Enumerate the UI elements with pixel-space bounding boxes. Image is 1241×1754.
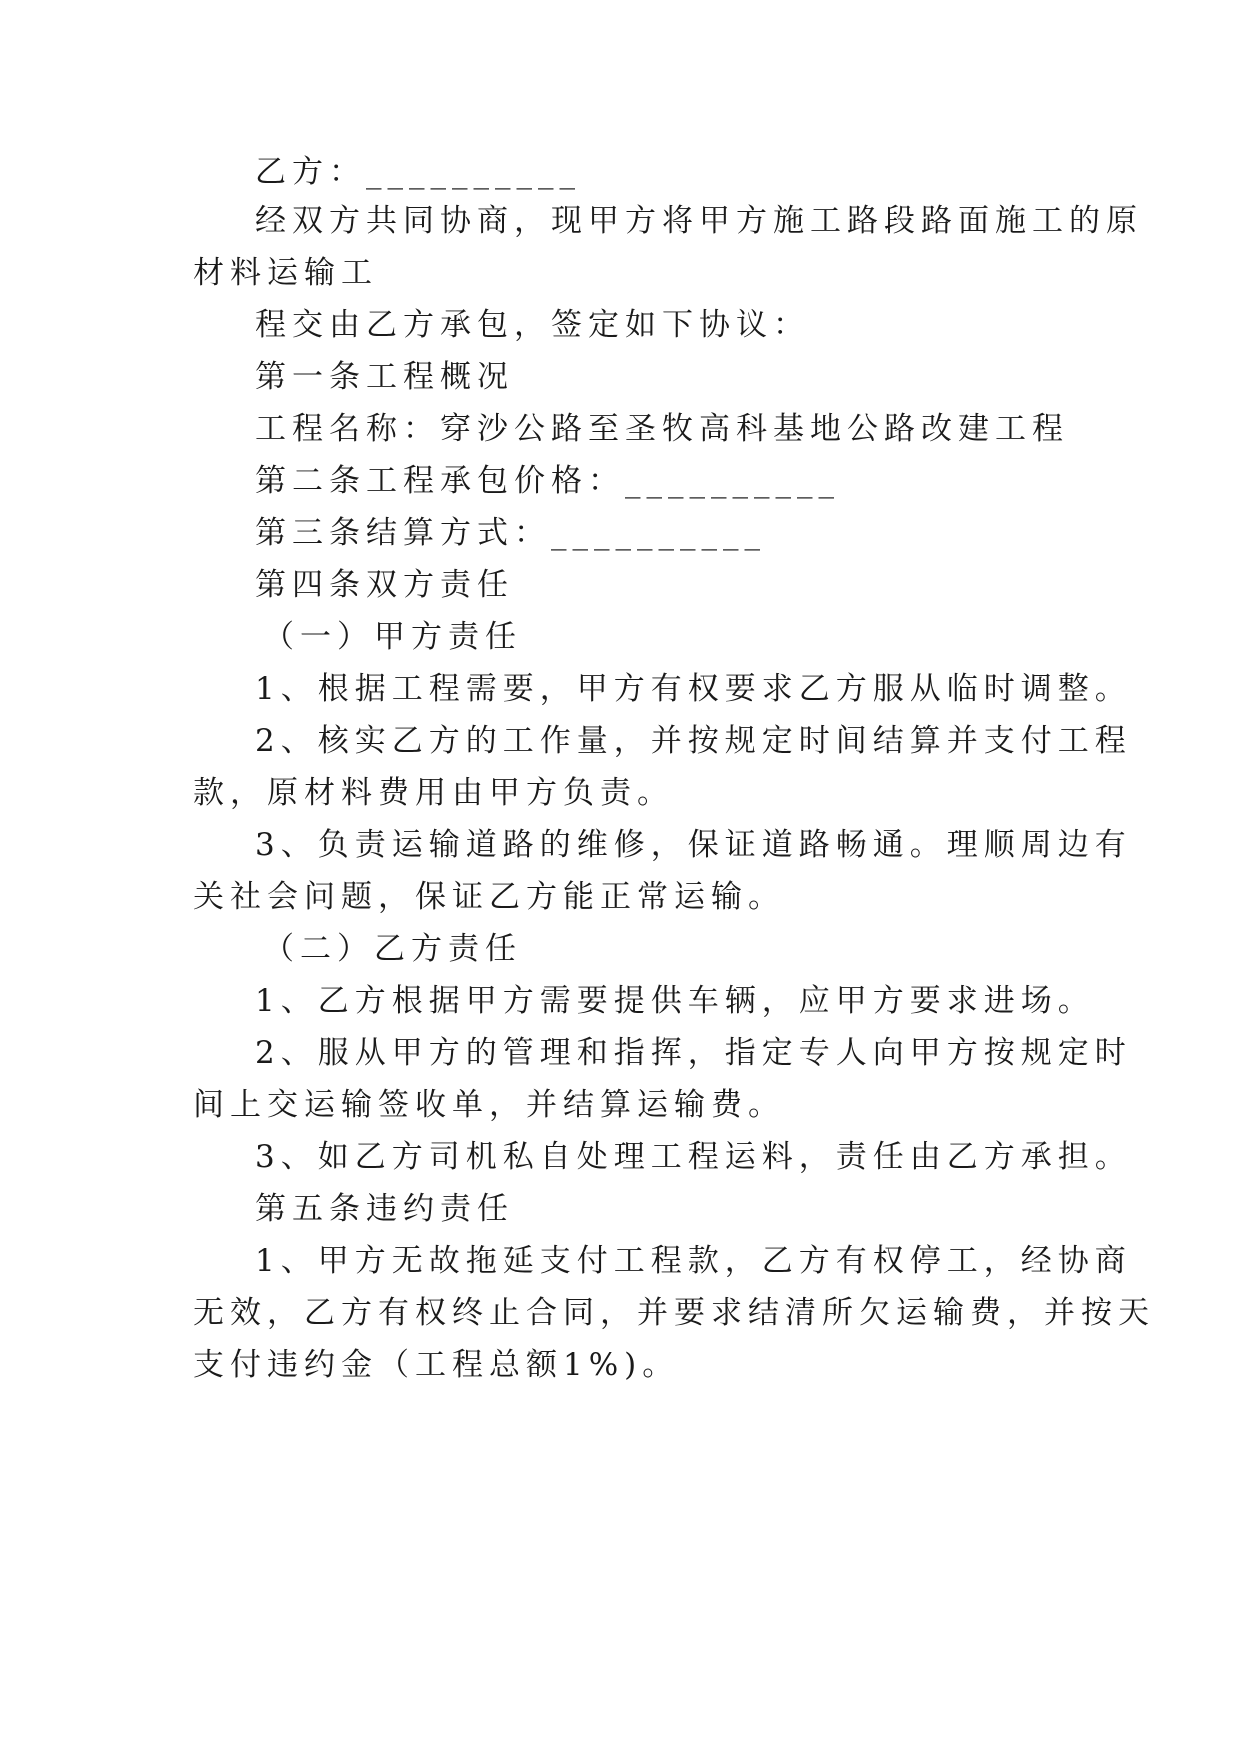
article-1-heading: 第一条工程概况	[255, 359, 514, 395]
party-b-duty-2-line-2: 间上交运输签收单，并结算运输费。	[193, 1087, 785, 1123]
breach-clause-1-line-3: 支付违约金（工程总额1%)。	[193, 1347, 680, 1383]
party-b-duties-heading: （二）乙方责任	[263, 931, 522, 967]
party-a-duties-heading: （一）甲方责任	[263, 619, 522, 655]
breach-clause-1-line-1: 1、甲方无故拖延支付工程款，乙方有权停工，经协商	[255, 1243, 1132, 1279]
party-b-duty-2-line-1: 2、服从甲方的管理和指挥，指定专人向甲方按规定时	[255, 1035, 1132, 1071]
article-3-settlement-line: 第三条结算方式：__________	[255, 515, 766, 551]
article-2-price-line: 第二条工程承包价格：__________	[255, 463, 840, 499]
party-a-duty-3-line-1: 3、负责运输道路的维修，保证道路畅通。理顺周边有	[255, 827, 1132, 863]
article-5-heading: 第五条违约责任	[255, 1191, 514, 1227]
intro-paragraph-line-1: 经双方共同协商，现甲方将甲方施工路段路面施工的原	[255, 203, 1143, 239]
intro-paragraph-line-3: 程交由乙方承包，签定如下协议：	[255, 307, 810, 343]
breach-clause-1-line-2: 无效，乙方有权终止合同，并要求结清所欠运输费，并按天	[193, 1295, 1155, 1331]
party-a-duty-2-line-2: 款，原材料费用由甲方负责。	[193, 775, 674, 811]
intro-paragraph-line-2: 材料运输工	[193, 255, 378, 291]
party-a-duty-3-line-2: 关社会问题，保证乙方能正常运输。	[193, 879, 785, 915]
party-b-duty-3: 3、如乙方司机私自处理工程运料，责任由乙方承担。	[255, 1139, 1132, 1175]
article-4-heading: 第四条双方责任	[255, 567, 514, 603]
party-a-duty-2-line-1: 2、核实乙方的工作量，并按规定时间结算并支付工程	[255, 723, 1132, 759]
party-b-duty-1: 1、乙方根据甲方需要提供车辆，应甲方要求进场。	[255, 983, 1095, 1019]
party-a-duty-1: 1、根据工程需要，甲方有权要求乙方服从临时调整。	[255, 671, 1132, 707]
party-b-line: 乙方：__________	[255, 154, 581, 190]
project-name-line: 工程名称：穿沙公路至圣牧高科基地公路改建工程	[255, 411, 1069, 447]
